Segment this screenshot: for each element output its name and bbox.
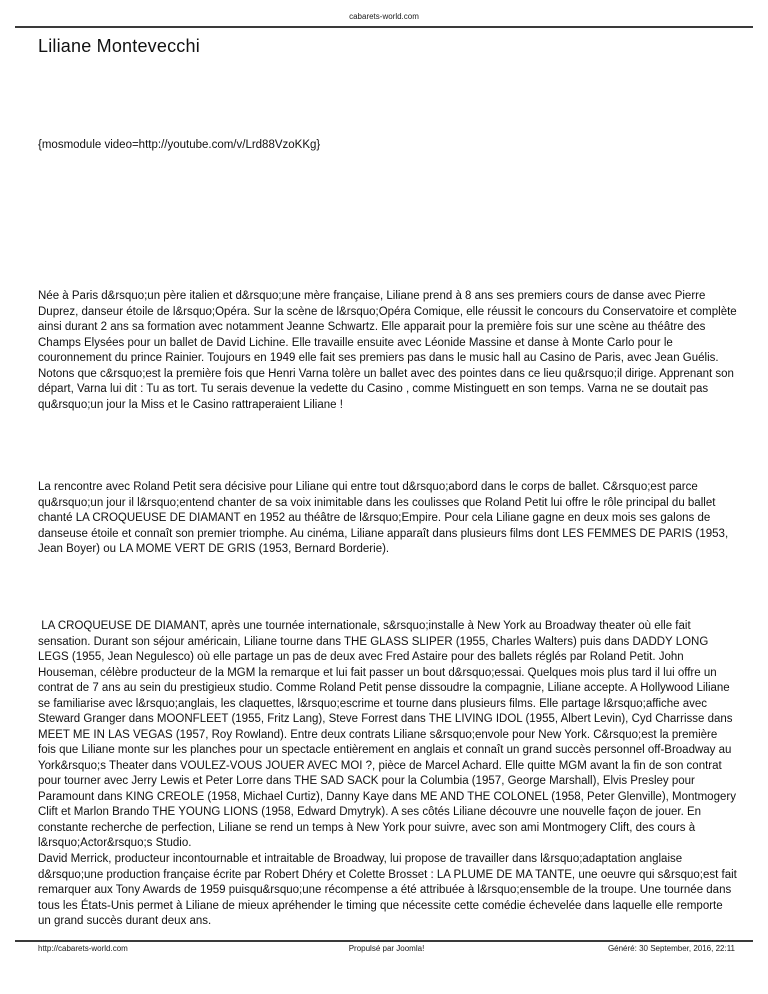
- footer-timestamp: Généré: 30 September, 2016, 22:11: [607, 944, 735, 953]
- header-divider: [15, 26, 753, 28]
- article-paragraph-4: David Merrick, producteur incontournable et intraitable de Broadway, lui propose de travailler dans l&rsquo;adaptation anglaise d&rsquo;une production française écrite par Robert Dhéry et Colette Brosset : LA PLUME DE MA TANTE, une oeuvre qui s&rsquo;est fait remarquer aux Tony Awards de 1959 puisqu&rsquo;une récompense a été attribuée à l&rsquo;ensemble de la troupe. Une tournée dans tous les États-Unis permet à Liliane de mieux apréhender le timing que nécessite cette comédie échevelée dans laquelle elle remporte un grand succès durant deux ans.: [38, 853, 741, 927]
- footer-generator: Propulsé par Joomla!: [348, 944, 425, 953]
- article-paragraph-3: LA CROQUEUSE DE DIAMANT, après une tournée internationale, s&rsquo;installe à New York au Broadway theater où elle fait sensation. Durant son séjour américain, Liliane tourne dans THE GLASS SLIPER (1955, Charles Walters) puis dans DADDY LONG LEGS (1955, Jean Negulesco) où elle partage un pas de deux avec Fred Astaire pour des ballets réglés par Roland Petit. John Houseman, célèbre producteur de la MGM la remarque et lui fait passer un bout d&rsquo;essai. Quelques mois plus tard il lui offre un contrat de 7 ans au sein du prestigieux studio. Comme Roland Petit pense dissoudre la compagnie, Liliane accepte. A Hollywood Liliane se familiarise avec l&rsquo;anglais, les claquettes, l&rsquo;escrime et tourne dans plusieurs films. Elle partage l&rsquo;affiche avec Steward Granger dans MOONFLEET (1955, Fritz Lang), Steve Forrest dans THE LIVING IDOL (1955, Albert Levin), Cyd Charrisse dans MEET ME IN LAS VEGAS (1957, Roy Rowland). Entre deux contrats Liliane s&rsquo;envole pour New York. C&rsquo;est la première fois que Liliane monte sur les planches pour un spectacle entièrement en anglais et connaît un grand succès personnel off-Broadway au York&rsquo;s Theater dans VOULEZ-VOUS JOUER AVEC MOI ?, pièce de Marcel Achard. Elle quitte MGM avant la fin de son contrat pour tourner avec Jerry Lewis et Peter Lorre dans THE SAD SACK pour la Columbia (1957, George Marshall), Elvis Presley pour Paramount dans KING CREOLE (1958, Michael Curtiz), Danny Kaye dans ME AND THE COLONEL (1958, Peter Glenville), Montmogery Clift et Marlon Brando THE YOUNG LIONS (1958, Edward Dmytryk). A ses côtés Liliane découvre une nouvelle façon de jouer. En constante recherche de perfection, Liliane se rend un temps à New York pour suivre, avec son ami Montmogery Clift, des cours à l&rsquo;Actor&rsquo;s Studio.: [38, 620, 740, 849]
- article-paragraph-2: La rencontre avec Roland Petit sera décisive pour Liliane qui entre tout d&rsquo;abord dans le corps de ballet. C&rsquo;est parce qu&rsquo;un jour il l&rsquo;entend chanter de sa voix inimitable dans les coulisses que Roland Petit lui offre le rôle principal du ballet chanté LA CROQUEUSE DE DIAMANT en 1952 au théâtre de l&rsquo;Empire. Pour cela Liliane gagne en deux mois ses galons de danseuse étoile et connaît son premier triomphe. Au cinéma, Liliane apparaît dans plusieurs films dont LES FEMMES DE PARIS (1953, Jean Boyer) ou LA MOME VERT DE GRIS (1953, Bernard Borderie).: [38, 481, 732, 555]
- page-title: Liliane Montevecchi: [38, 36, 200, 56]
- article-paragraph-1: Née à Paris d&rsquo;un père italien et d&rsquo;une mère française, Liliane prend à 8 ans ses premiers cours de danse avec Pierre Duprez, danseur étoile de l&rsquo;Opéra. Sur la scène de l&rsquo;Opéra Comique, elle réussit le concours du Conservatoire et complète ainsi durant 2 ans sa formation avec notamment Jeanne Schwartz. Elle apparait pour la première fois sur une scène au théâtre des Champs Elysées pour un ballet de David Lichine. Elle travaille ensuite avec Léonide Massine et danse à Monte Carlo pour le couronnement du prince Rainier. Toujours en 1949 elle fait ses premiers pas dans le music hall au Casino de Paris, avec Jean Guélis. Notons que c&rsquo;est la première fois que Henri Varna tolère un ballet avec des pointes dans ce lieu qu&rsquo;il dirige. Apprenant son départ, Varna lui dit : Tu as tort. Tu serais devenue la vedette du Casino , comme Mistinguett en son temps. Varna ne se doutait pas qu&rsquo;un jour la Miss et le Casino rattraperaient Liliane !: [38, 290, 740, 411]
- mosmodule-embed-code: {mosmodule video=http://youtube.com/v/Lrd88VzoKKg}: [38, 139, 321, 151]
- footer-source-url: http://cabarets-world.com: [38, 944, 128, 953]
- footer-divider: [15, 940, 753, 942]
- site-header-url: cabarets-world.com: [349, 12, 419, 21]
